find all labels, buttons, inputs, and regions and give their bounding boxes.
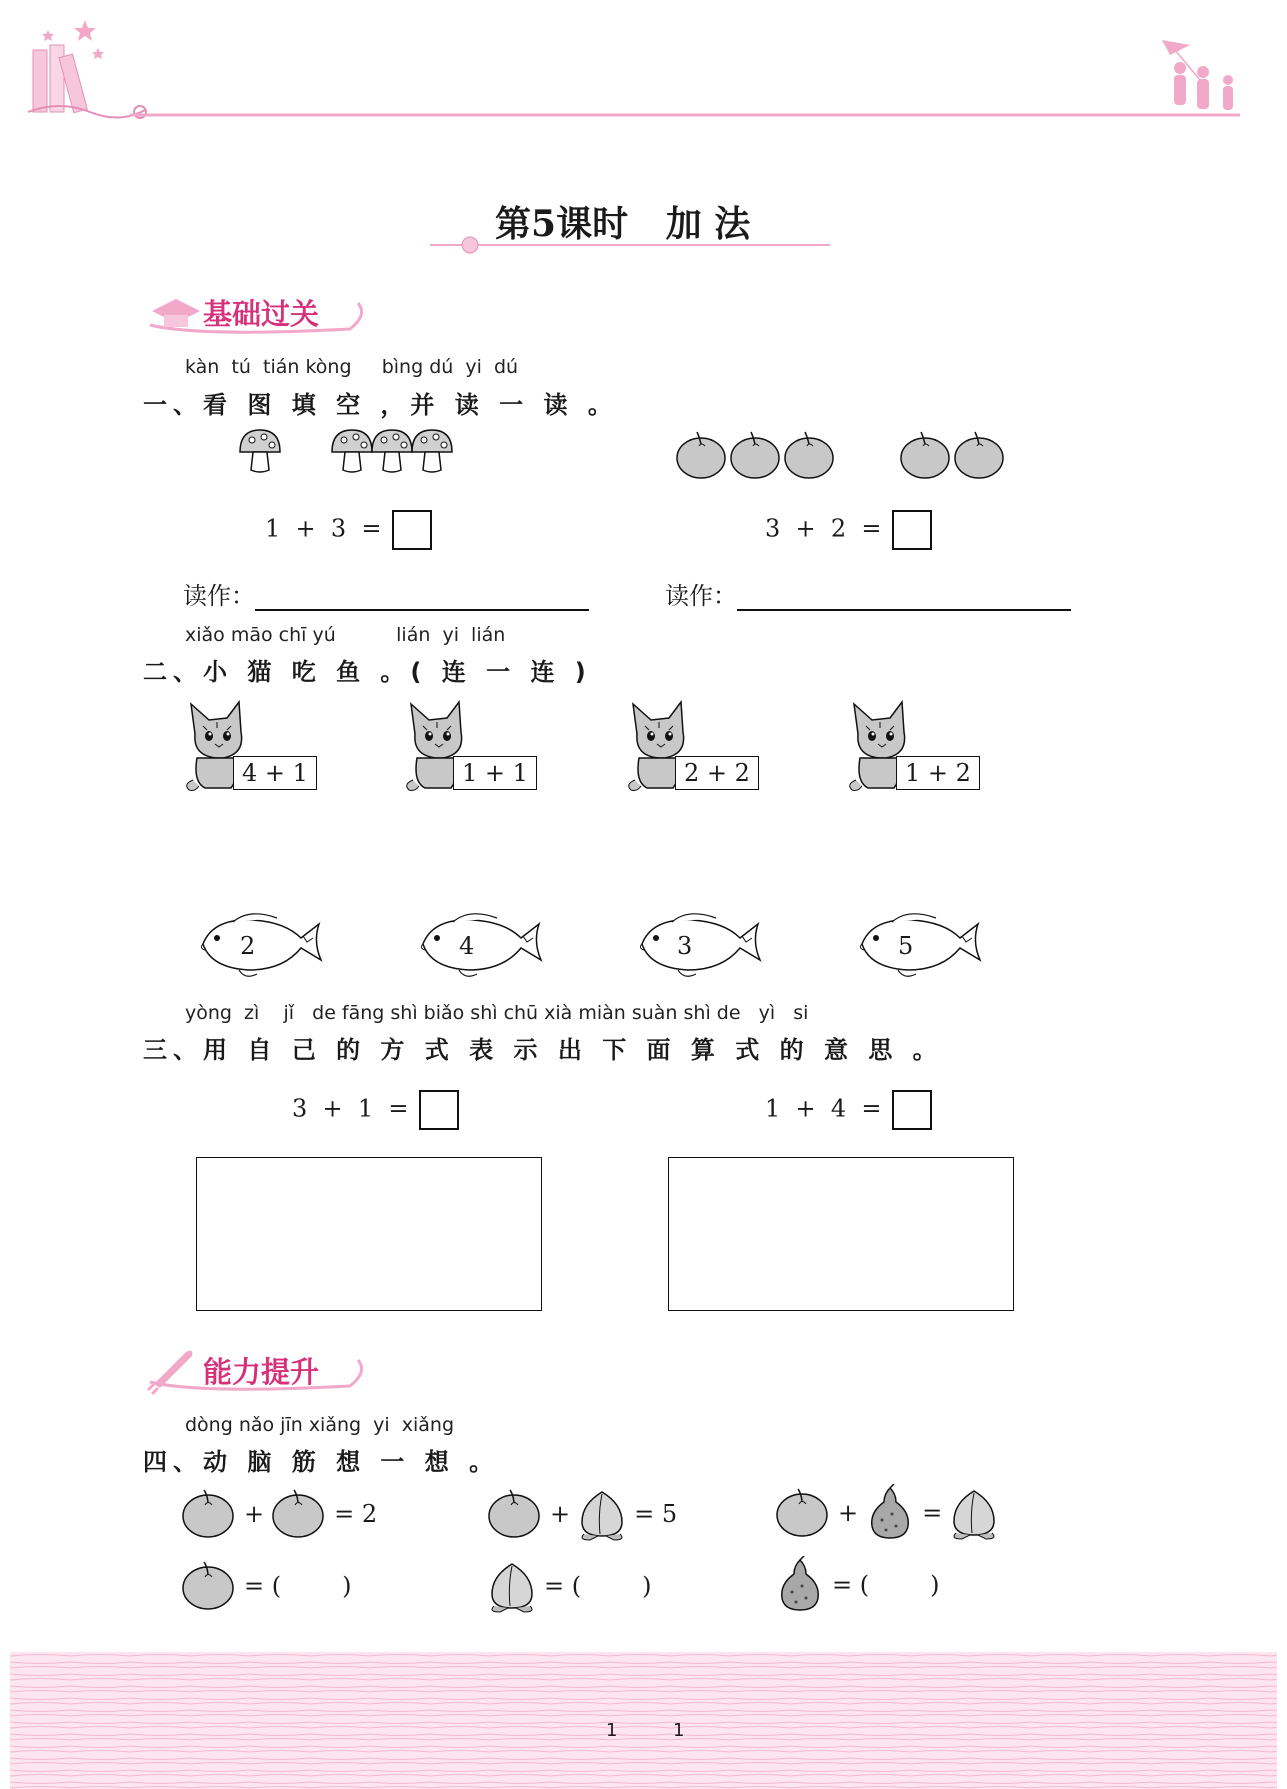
apple-icon	[182, 1560, 236, 1612]
plus-sign: +	[838, 1499, 859, 1527]
page-number-left: 1	[606, 1720, 618, 1741]
cat-label[interactable]: 1 + 1	[453, 756, 537, 790]
cat-label[interactable]: 1 + 2	[896, 756, 980, 790]
q1-right-eq-text: 3 + 2 =	[765, 514, 882, 543]
read-answer-line[interactable]	[737, 585, 1071, 611]
q1-title: 一、看 图 填 空 ，并 读 一 读 。	[143, 391, 618, 419]
lesson-subject: 加 法	[665, 203, 751, 245]
lesson-prefix: 第	[495, 203, 532, 245]
plus-sign: +	[550, 1500, 571, 1528]
q1-pinyin: kàn tú tián kòng bìng dú yi dú	[185, 356, 519, 378]
q3-title: 三、用 自 己 的 方 式 表 示 出 下 面 算 式 的 意 思 。	[143, 1036, 943, 1064]
q4-title: 四、动 脑 筋 想 一 想 。	[143, 1448, 500, 1476]
q2-pinyin: xiǎo māo chī yú lián yi lián	[185, 624, 506, 646]
equals-sign: =	[922, 1499, 943, 1527]
mushroom-icon	[332, 430, 372, 472]
apple-icon	[488, 1488, 542, 1540]
peach-icon	[950, 1485, 998, 1541]
fish-icon	[193, 908, 325, 984]
q3-left-equation	[292, 1090, 459, 1130]
fish-number[interactable]: 5	[898, 932, 914, 960]
q4-equation-3	[776, 1484, 998, 1542]
mushroom-icon	[412, 430, 452, 472]
page-number-right: 1	[673, 1720, 685, 1741]
q1-left-eq-text: 1 + 3 =	[265, 514, 382, 543]
section-title-basic: 基础过关	[203, 297, 320, 331]
fish-icon	[413, 908, 545, 984]
q1-read-right	[665, 576, 1071, 611]
q2-title: 二、小 猫 吃 鱼 。( 连 一 连 )	[143, 658, 592, 686]
q4-pinyin: dòng nǎo jīn xiǎng yi xiǎng	[185, 1414, 455, 1436]
apples-illustration	[675, 428, 1015, 482]
q4-answer-apple	[182, 1560, 352, 1612]
lesson-number: 5	[531, 203, 557, 245]
graduation-cap-icon	[152, 299, 200, 327]
apple-icon	[677, 432, 725, 478]
read-answer-line[interactable]	[255, 585, 589, 611]
q3-right-equation	[765, 1090, 932, 1130]
read-label: 读作：	[183, 582, 255, 610]
answer-box[interactable]	[392, 510, 432, 550]
answer-box[interactable]	[419, 1090, 459, 1130]
answer-box[interactable]	[892, 1090, 932, 1130]
mushroom-icon	[372, 430, 412, 472]
q1-right-equation	[765, 510, 932, 550]
cat-label[interactable]: 4 + 1	[233, 756, 317, 790]
q4-answer-pear	[776, 1556, 940, 1614]
header-decoration	[0, 0, 1287, 140]
q4-equation-1	[182, 1488, 377, 1540]
apple-icon	[785, 432, 833, 478]
read-label: 读作：	[665, 582, 737, 610]
pear-icon	[866, 1484, 914, 1542]
plus-sign: +	[244, 1500, 265, 1528]
q4-answer-peach	[488, 1558, 652, 1614]
apple-icon	[901, 432, 949, 478]
fish-number[interactable]: 3	[677, 932, 693, 960]
answer-blank[interactable]: = ( )	[832, 1571, 940, 1599]
q1-read-left	[183, 576, 589, 611]
peach-icon	[578, 1486, 626, 1542]
equation-result: = 5	[634, 1500, 678, 1528]
apple-icon	[731, 432, 779, 478]
footer-wave-band	[10, 1652, 1277, 1789]
equation-result: = 2	[334, 1500, 378, 1528]
q4-equation-2	[488, 1486, 677, 1542]
fish-icon	[632, 908, 764, 984]
q1-left-equation	[265, 510, 432, 550]
fish-number[interactable]: 4	[459, 932, 475, 960]
title-underline	[430, 236, 830, 256]
section-title-advanced: 能力提升	[203, 1355, 320, 1389]
kids-kite-icon	[1162, 40, 1233, 110]
apple-icon	[182, 1488, 236, 1540]
drawing-area-left[interactable]	[196, 1157, 542, 1311]
fish-icon	[852, 908, 984, 984]
apple-icon	[776, 1487, 830, 1539]
apple-icon	[955, 432, 1003, 478]
q3-pinyin: yòng zì jǐ de fāng shì biǎo shì chū xià miàn suàn shì de yì si	[185, 1002, 809, 1024]
q3-left-eq-text: 3 + 1 =	[292, 1094, 409, 1123]
peach-icon	[488, 1558, 536, 1614]
cat-label[interactable]: 2 + 2	[675, 756, 759, 790]
q3-right-eq-text: 1 + 4 =	[765, 1094, 882, 1123]
drawing-area-right[interactable]	[668, 1157, 1014, 1311]
mushroom-icon	[240, 430, 280, 472]
lesson-label: 课时	[556, 203, 629, 245]
apple-icon	[272, 1488, 326, 1540]
answer-blank[interactable]: = ( )	[244, 1572, 352, 1600]
answer-blank[interactable]: = ( )	[544, 1572, 652, 1600]
fish-number[interactable]: 2	[240, 932, 256, 960]
answer-box[interactable]	[892, 510, 932, 550]
books-icon	[28, 20, 146, 118]
pear-icon	[776, 1556, 824, 1614]
mushrooms-illustration	[230, 424, 470, 484]
